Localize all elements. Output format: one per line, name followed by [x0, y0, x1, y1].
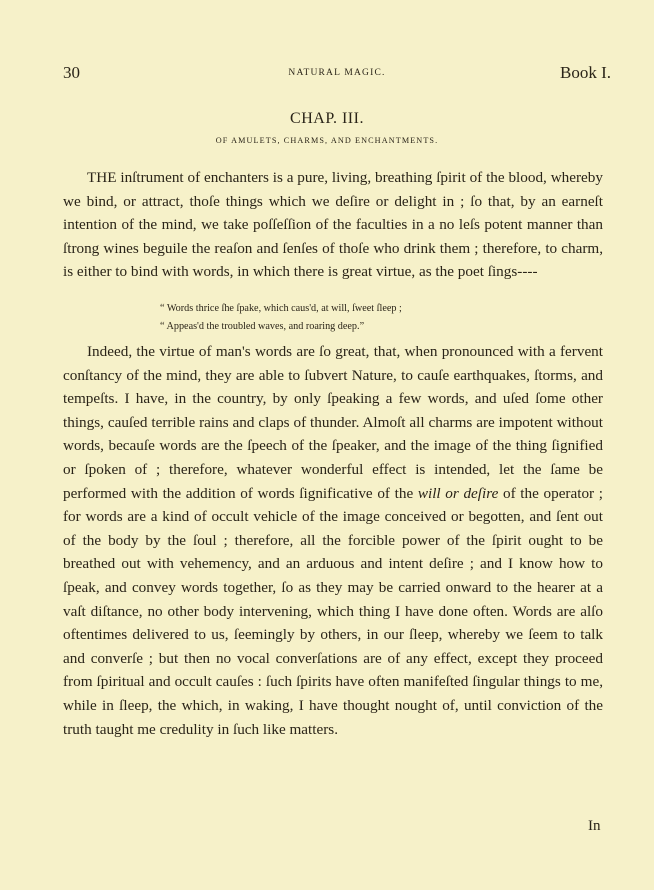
catchword: In — [588, 818, 601, 834]
verse-line-2: “ Appeas'd the troubled waves, and roaring deep.” — [160, 321, 365, 332]
running-title: NATURAL MAGIC. — [288, 68, 386, 78]
chapter-title: CHAP. III. — [290, 110, 364, 127]
body-paragraph-2 — [63, 340, 603, 741]
body-paragraph-1: THE inſtrument of enchanters is a pure, living, breathing ſpirit of the blood, whereby we bind, or attract, thoſe things which we deſire or delight in ; ſo that, by an earneſt intention of the mind, we take poſſeſſion of the faculties in a no leſs potent manner than ſtrong wines beguile the reaſon and ſenſes of thoſe who drink them ; therefore, to charm, is either to bind with words, in which there is great virtue, as the poet ſings---- — [63, 169, 603, 281]
page-header — [63, 63, 611, 85]
emphasized-phrase: will or deſire — [417, 484, 499, 502]
book-label: Book I. — [560, 63, 611, 82]
chapter-subtitle: OF AMULETS, CHARMS, AND ENCHANTMENTS. — [215, 136, 439, 145]
paragraph-2-text-start: Indeed, the virtue of man's words are ſo great, that, when pronounced with a fervent conſtancy of the mind, they are able to ſubvert Nature, to cauſe earthquakes, ſtorms, and tempeſts. I have, in the country, by only ſpeaking a few words, and uſed ſome other things, cauſed terrible rains and claps of thunder. Almoſt all charms are impotent without words, becauſe words are the ſpeech of the ſpeaker, and the image of the thing ſignified or ſpoken of ; therefore, whatever wonderful effect is intended, let the ſame be performed with the addition of words ſignificative of the — [63, 343, 603, 502]
paragraph-2-text-end: of the operator ; for words are a kind of occult vehicle of the image conceived or begotten, and ſent out of the body by the ſoul ; therefore, all the forcible power of the ſpirit ought to be breathed out with vehemency, and an arduous and intent deſire ; and I know how to ſpeak, and convey words together, ſo as they may be carried onward to the hearer at a vaſt diſtance, no other body intervening, which thing I have done often. Words are alſo oftentimes delivered to us, ſeemingly by others, in our ſleep, whereby we ſeem to talk and converſe ; but then no vocal converſations are of any effect, except they proceed from ſpiritual and occult cauſes : ſuch ſpirits have often manifeſted ſingular things to me, while in ſleep, the which, in waking, I have thought nought of, until conviction of the truth taught me credulity in ſuch like matters. — [63, 484, 603, 738]
page-number: 30 — [63, 63, 80, 82]
verse-line-1: “ Words thrice ſhe ſpake, which caus'd, at will, ſweet ſleep ; — [160, 303, 402, 314]
